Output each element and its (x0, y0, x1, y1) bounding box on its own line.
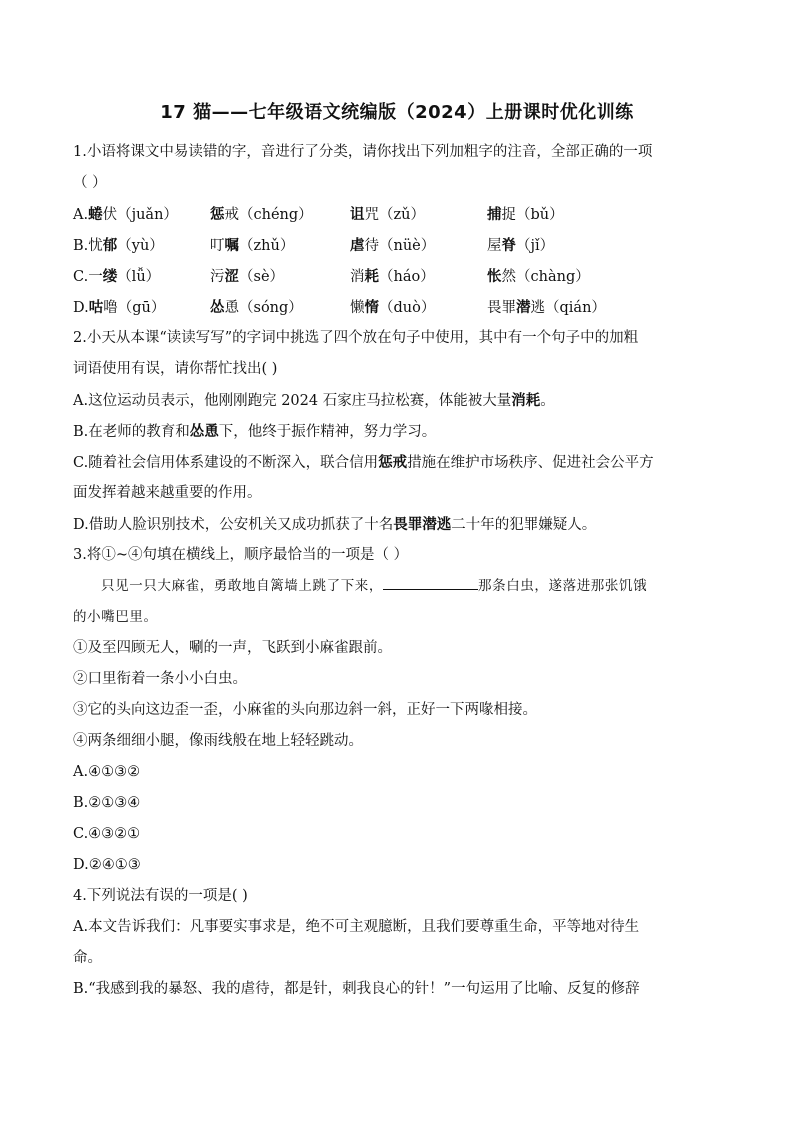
q2-option-a: A.这位运动员表示，他刚刚跑完 2024 石家庄马拉松赛，体能被大量消耗。 (73, 392, 555, 409)
q1-b-item4: 屋脊（jǐ） (487, 237, 555, 254)
q1-option-b (73, 230, 723, 261)
q1-c-item4: 怅然（chàng） (487, 268, 590, 285)
q2-stem-line2: 词语使用有误，请你帮忙找出( ) (73, 361, 278, 377)
q4-option-a-line1: A.本文告诉我们：凡事要实事求是，绝不可主观臆断，且我们要尊重生命，平等地对待生 (73, 919, 640, 935)
q3-sentence-3: ③它的头向这边歪一歪，小麻雀的头向那边斜一斜，正好一下两喙相接。 (73, 702, 537, 718)
q1-b-item1: B.忧郁（yù） (73, 237, 164, 254)
q1-d-item1: D.咕噜（gū） (73, 299, 166, 316)
q3-sentence-4: ④两条细细小腿，像雨线般在地上轻轻跳动。 (73, 733, 363, 749)
q3-passage-line1: 只见一只大麻雀，勇敢地自篱墙上跳了下来， 那条白虫，遂落进那张饥饿 (73, 571, 723, 602)
q3-option-c: C.④③②① (73, 826, 141, 842)
q1-c-item1: C.一缕（lǚ） (73, 268, 161, 285)
q3-passage-line2: 的小嘴巴里。 (73, 609, 158, 625)
q1-c-item2: 污涩（sè） (210, 268, 285, 285)
page-title: 17 猫——七年级语文统编版（2024）上册课时优化训练 (160, 102, 634, 123)
q2-option-c-line1: C.随着社会信用体系建设的不断深入，联合信用惩戒措施在维护市场秩序、促进社会公平方 (73, 454, 654, 471)
q1-stem-line2: （ ） (73, 175, 107, 191)
q2-option-d: D.借助人脸识别技术，公安机关又成功抓获了十名畏罪潜逃二十年的犯罪嫌疑人。 (73, 516, 597, 533)
q3-stem: 3.将①~④句填在横线上，顺序最恰当的一项是（ ） (73, 547, 409, 563)
q1-b-item3: 虐待（nüè） (350, 237, 436, 254)
document-body (73, 137, 723, 1005)
q2-option-c-line2: 面发挥着越来越重要的作用。 (73, 485, 262, 501)
q1-a-item3: 诅咒（zǔ） (350, 206, 425, 223)
q1-a-item2: 惩戒（chéng） (210, 206, 313, 223)
q4-option-b-line1: B.“我感到我的暴怒、我的虐待，都是针，刺我良心的针！”一句运用了比喻、反复的修辞 (73, 981, 640, 997)
q1-option-d (73, 292, 723, 323)
q1-b-item2: 叮嘱（zhǔ） (210, 237, 295, 254)
q2-stem-line1: 2.小天从本课“读读写写”的字词中挑选了四个放在句子中使用，其中有一个句子中的加粗 (73, 330, 639, 346)
q1-stem-line1: 1.小语将课文中易读错的字，音进行了分类，请你找出下列加粗字的注音，全部正确的一项 (73, 144, 653, 160)
q3-option-a: A.④①③② (73, 764, 141, 780)
q1-a-item1: A.蜷伏（juǎn） (73, 206, 178, 223)
q3-sentence-1: ①及至四顾无人，唰的一声，飞跃到小麻雀跟前。 (73, 640, 392, 656)
q1-d-item2: 怂恿（sóng） (210, 299, 303, 316)
q3-fill-blank (383, 575, 478, 590)
q1-d-item3: 懒惰（duò） (350, 299, 436, 316)
q3-option-d: D.②④①③ (73, 857, 141, 873)
q1-a-item4: 捕捉（bǔ） (487, 206, 564, 223)
q1-option-a (73, 199, 723, 230)
q3-option-b: B.②①③④ (73, 795, 141, 811)
q4-stem: 4.下列说法有误的一项是( ) (73, 888, 248, 904)
q1-d-item4: 畏罪潜逃（qián） (487, 299, 606, 316)
q3-sentence-2: ②口里衔着一条小小白虫。 (73, 671, 247, 687)
q2-option-b: B.在老师的教育和怂恿下，他终于振作精神，努力学习。 (73, 423, 437, 440)
q4-option-a-line2: 命。 (73, 950, 102, 966)
q1-option-c (73, 261, 723, 292)
q1-c-item3: 消耗（háo） (350, 268, 435, 285)
